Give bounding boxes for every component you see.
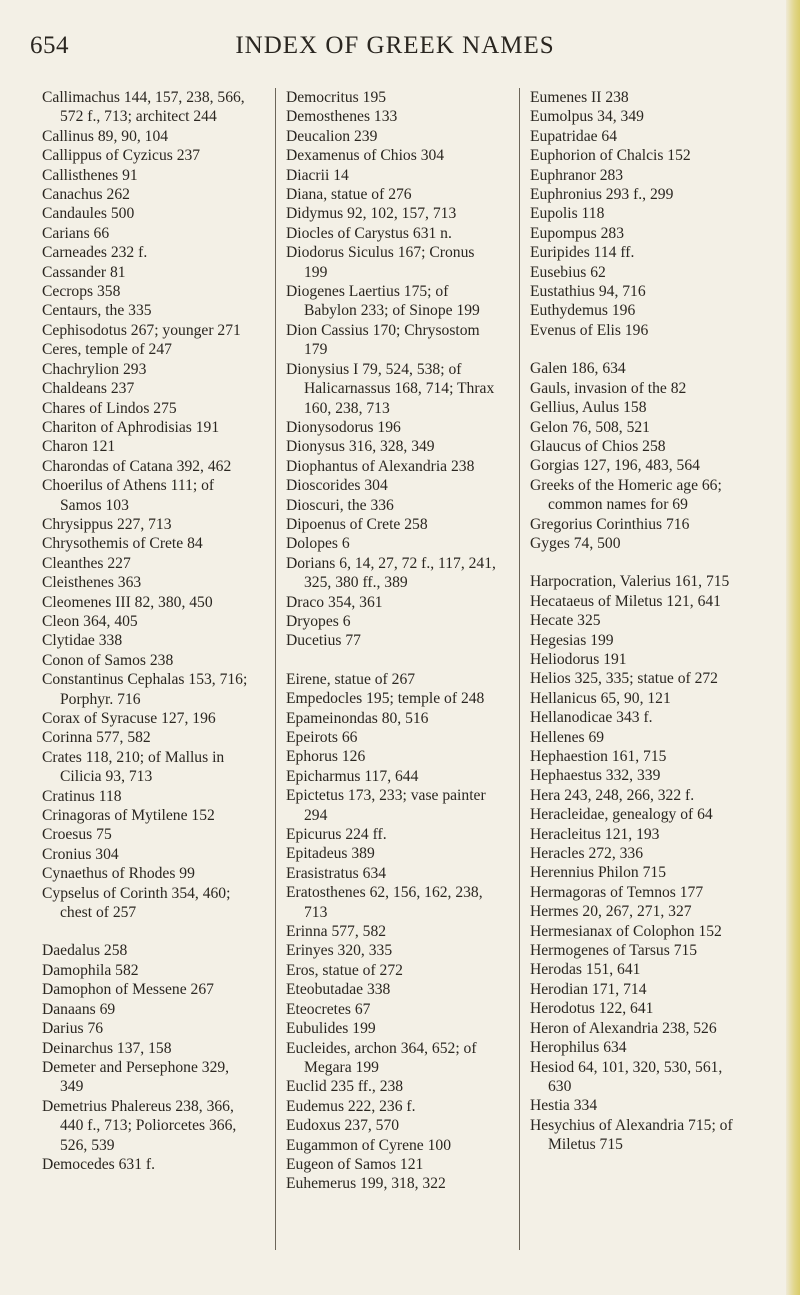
index-entry: Hephaestion 161, 715 (530, 748, 667, 765)
index-entry: Conon of Samos 238 (42, 651, 174, 669)
index-entry: Damophon of Messene 267 (42, 981, 214, 999)
index-entry: Euhemerus 199, 318, 322 (286, 1175, 446, 1193)
index-entry: Cephisodotus 267; younger 271 (42, 321, 241, 339)
index-entry: Deucalion 239 (286, 127, 378, 145)
index-entry: Eteobutadae 338 (286, 981, 391, 999)
index-entry: Epicharmus 117, 644 (286, 767, 419, 785)
index-entry: Charon 121 (42, 438, 116, 456)
index-entry: Cleomenes III 82, 380, 450 (42, 593, 213, 611)
index-entry: Epameinondas 80, 516 (286, 709, 429, 727)
index-entry: Democedes 631 f. (42, 1155, 156, 1173)
index-entry: Dion Cassius 170; Chrysostom 179 (286, 321, 480, 359)
index-entry: Hera 243, 248, 266, 322 f. (530, 786, 695, 804)
index-entry: Greeks of the Homeric age 66; common names for 69 (530, 476, 722, 514)
index-entry: Dryopes 6 (286, 612, 351, 630)
index-entry: Eugammon of Cyrene 100 (286, 1136, 451, 1154)
index-entry: Hermes 20, 267, 271, 327 (530, 903, 692, 921)
index-entry: Eusebius 62 (530, 263, 606, 281)
index-entry: Cypselus of Corinth 354, 460; chest of 257 (42, 884, 231, 922)
index-entry: Dorians 6, 14, 27, 72 f., 117, 241, 325, 380 ff., 389 (286, 554, 496, 592)
index-entry: Evenus of Elis 196 (530, 321, 649, 339)
index-entry: Carians 66 (42, 224, 110, 242)
index-entry: Democritus 195 (286, 89, 387, 106)
index-entry: Diocles of Carystus 631 n. (286, 224, 452, 242)
index-entry: Gellius, Aulus 158 (530, 399, 647, 417)
index-entry: Cleisthenes 363 (42, 574, 142, 592)
letter-section-gap (530, 340, 742, 359)
index-entry: Daedalus 258 (42, 942, 128, 960)
index-entry: Hermesianax of Colophon 152 (530, 922, 722, 940)
index-entry: Hermagoras of Temnos 177 (530, 883, 704, 901)
index-entry: Demetrius Phalereus 238, 366, 440 f., 713; Poliorcetes 366, 526, 539 (42, 1097, 237, 1154)
index-entry: Deinarchus 137, 158 (42, 1039, 172, 1057)
index-entry: Demosthenes 133 (286, 108, 398, 126)
index-entry: Heron of Alexandria 238, 526 (530, 1019, 717, 1037)
index-entry: Eratosthenes 62, 156, 162, 238, 713 (286, 884, 483, 921)
index-entry: Chares of Lindos 275 (42, 399, 177, 417)
index-entry: Hellanicus 65, 90, 121 (530, 689, 671, 707)
index-entry: Chrysothemis of Crete 84 (42, 535, 203, 553)
index-entry: Diacrii 14 (286, 166, 349, 184)
index-entry: Diodorus Siculus 167; Cronus 199 (286, 244, 475, 281)
index-entry: Erinna 577, 582 (286, 923, 387, 941)
index-entry: Crinagoras of Mytilene 152 (42, 807, 215, 825)
index-entry: Erinyes 320, 335 (286, 942, 393, 960)
index-entry: Eirene, statue of 267 (286, 670, 416, 688)
index-entry: Euripides 114 ff. (530, 244, 635, 262)
index-entry: Corinna 577, 582 (42, 729, 151, 747)
index-entry: Erasistratus 634 (286, 864, 387, 882)
index-entry: Charondas of Catana 392, 462 (42, 457, 232, 475)
index-entry: Hesiod 64, 101, 320, 530, 561, 630 (530, 1058, 723, 1095)
index-entry: Diana, statue of 276 (286, 186, 412, 204)
index-column-1 (42, 88, 254, 1174)
index-entry: Dionysus 316, 328, 349 (286, 438, 435, 456)
index-entry: Ducetius 77 (286, 632, 361, 650)
index-entry: Candaules 500 (42, 205, 135, 223)
index-entry: Dolopes 6 (286, 535, 350, 553)
index-entry: Herennius Philon 715 (530, 864, 667, 882)
index-entry: Cecrops 358 (42, 283, 121, 301)
index-entry: Epictetus 173, 233; vase painter 294 (286, 787, 486, 824)
index-entry: Epicurus 224 ff. (286, 826, 387, 844)
index-column-3 (530, 88, 742, 1155)
index-entry: Euphranor 283 (530, 166, 624, 184)
index-entry: Dionysodorus 196 (286, 418, 401, 436)
index-entry: Hecataeus of Miletus 121, 641 (530, 592, 721, 610)
index-entry: Cynaethus of Rhodes 99 (42, 865, 195, 883)
index-entry: Eucleides, archon 364, 652; of Megara 199 (286, 1039, 477, 1076)
running-title: INDEX OF GREEK NAMES (235, 32, 555, 59)
index-entry: Cratinus 118 (42, 787, 122, 805)
index-entry: Gauls, invasion of the 82 (530, 379, 687, 397)
index-entry: Ceres, temple of 247 (42, 341, 172, 359)
index-entry: Croesus 75 (42, 826, 112, 844)
index-entry: Eudoxus 237, 570 (286, 1117, 400, 1135)
index-entry: Dexamenus of Chios 304 (286, 147, 445, 165)
index-entry: Eros, statue of 272 (286, 961, 403, 979)
index-entry: Harpocration, Valerius 161, 715 (530, 573, 730, 591)
index-entry: Diophantus of Alexandria 238 (286, 457, 475, 475)
index-entry: Dioscuri, the 336 (286, 496, 394, 514)
index-entry: Hestia 334 (530, 1097, 598, 1115)
index-entry: Eupompus 283 (530, 224, 624, 242)
index-entry: Hegesias 199 (530, 631, 614, 649)
letter-section-gap (286, 651, 498, 670)
index-entry: Euclid 235 ff., 238 (286, 1078, 404, 1096)
index-entry: Hesychius of Alexandria 715; of Miletus 715 (530, 1116, 733, 1154)
index-entry: Empedocles 195; temple of 248 (286, 690, 485, 708)
index-entry: Carneades 232 f. (42, 244, 148, 262)
index-entry: Eugeon of Samos 121 (286, 1155, 424, 1173)
index-entry: Damophila 582 (42, 961, 139, 979)
index-entry: Epitadeus 389 (286, 845, 375, 863)
index-entry: Eudemus 222, 236 f. (286, 1097, 416, 1115)
index-entry: Epeirots 66 (286, 729, 358, 746)
index-entry: Hephaestus 332, 339 (530, 767, 661, 785)
column-rule-2 (519, 88, 520, 1250)
index-entry: Crates 118, 210; of Mallus in Cilicia 93, 713 (42, 748, 225, 786)
index-entry: Chaldeans 237 (42, 380, 135, 398)
index-entry: Dioscorides 304 (286, 477, 388, 495)
index-entry: Dipoenus of Crete 258 (286, 515, 428, 533)
index-entry: Canachus 262 (42, 186, 130, 204)
index-entry: Darius 76 (42, 1020, 104, 1038)
index-entry: Gelon 76, 508, 521 (530, 418, 650, 436)
page-number: 654 (30, 32, 69, 59)
letter-section-gap (530, 553, 742, 572)
index-entry: Callippus of Cyzicus 237 (42, 147, 201, 165)
index-entry: Danaans 69 (42, 1000, 116, 1018)
page-edge (786, 0, 800, 1295)
index-entry: Eumolpus 34, 349 (530, 108, 644, 126)
index-entry: Euphorion of Chalcis 152 (530, 147, 691, 165)
index-entry: Cleon 364, 405 (42, 612, 138, 630)
index-entry: Corax of Syracuse 127, 196 (42, 710, 216, 727)
index-entry: Gyges 74, 500 (530, 534, 621, 552)
index-entry: Euphronius 293 f., 299 (530, 186, 674, 204)
index-entry: Eumenes II 238 (530, 89, 629, 106)
index-entry: Heliodorus 191 (530, 650, 627, 668)
index-entry: Herophilus 634 (530, 1039, 627, 1057)
index-entry: Cleanthes 227 (42, 554, 131, 572)
index-entry: Cassander 81 (42, 263, 126, 281)
index-entry: Eteocretes 67 (286, 1000, 371, 1018)
index-entry: Centaurs, the 335 (42, 302, 152, 320)
index-entry: Heracleitus 121, 193 (530, 825, 660, 843)
index-entry: Didymus 92, 102, 157, 713 (286, 205, 457, 223)
index-entry: Callisthenes 91 (42, 166, 138, 184)
page-header (30, 30, 760, 70)
index-entry: Herodotus 122, 641 (530, 1000, 654, 1018)
index-entry: Gorgias 127, 196, 483, 564 (530, 457, 700, 475)
index-entry: Chachrylion 293 (42, 360, 147, 378)
index-entry: Galen 186, 634 (530, 360, 626, 378)
index-entry: Hermogenes of Tarsus 715 (530, 942, 698, 960)
index-entry: Dionysius I 79, 524, 538; of Halicarnassus 168, 714; Thrax 160, 238, 713 (286, 360, 495, 417)
index-entry: Eubulides 199 (286, 1020, 376, 1038)
index-column-2 (286, 88, 498, 1194)
index-entry: Glaucus of Chios 258 (530, 437, 666, 455)
index-entry: Hellanodicae 343 f. (530, 709, 653, 727)
index-entry: Hecate 325 (530, 612, 601, 630)
index-entry: Gregorius Corinthius 716 (530, 515, 690, 533)
index-entry: Herodian 171, 714 (530, 980, 647, 998)
index-entry: Herodas 151, 641 (530, 961, 641, 979)
index-entry: Ephorus 126 (286, 748, 366, 766)
index-entry: Euthydemus 196 (530, 302, 636, 320)
index-entry: Cronius 304 (42, 845, 119, 863)
index-entry: Diogenes Laertius 175; of Babylon 233; of Sinope 199 (286, 283, 480, 320)
index-entry: Heracleidae, genealogy of 64 (530, 806, 713, 824)
index-entry: Eupolis 118 (530, 205, 605, 223)
index-entry: Callimachus 144, 157, 238, 566, 572 f., 713; architect 244 (42, 89, 245, 126)
index-entry: Callinus 89, 90, 104 (42, 127, 169, 145)
index-entry: Demeter and Persephone 329, 349 (42, 1058, 230, 1096)
index-entry: Heracles 272, 336 (530, 845, 644, 863)
index-entry: Eupatridae 64 (530, 127, 618, 145)
index-entry: Choerilus of Athens 111; of Samos 103 (42, 477, 215, 514)
index-entry: Clytidae 338 (42, 632, 123, 650)
index-entry: Draco 354, 361 (286, 593, 383, 611)
index-entry: Chrysippus 227, 713 (42, 515, 172, 533)
index-columns (42, 88, 752, 1268)
index-entry: Eustathius 94, 716 (530, 283, 646, 301)
letter-section-gap (42, 922, 254, 941)
index-entry: Constantinus Cephalas 153, 716; Porphyr. 716 (42, 671, 248, 708)
index-entry: Hellenes 69 (530, 728, 605, 746)
index-entry: Chariton of Aphrodisias 191 (42, 418, 220, 436)
column-rule-1 (275, 88, 276, 1250)
index-entry: Helios 325, 335; statue of 272 (530, 670, 718, 688)
